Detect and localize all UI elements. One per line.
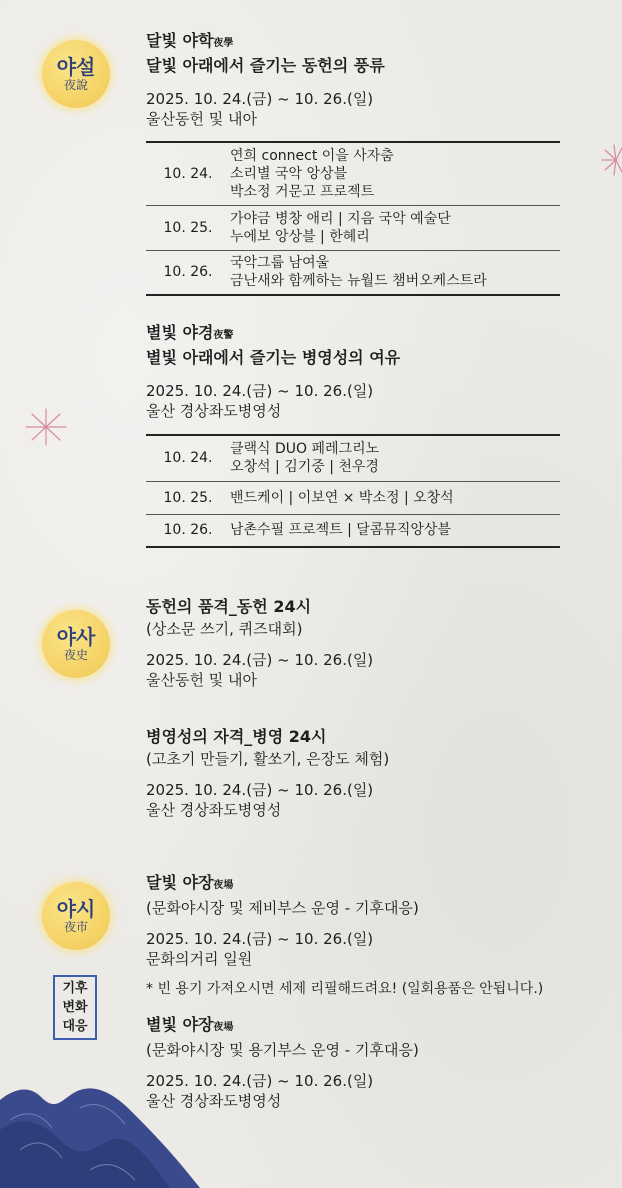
program-place: 울산 경상좌도병영성 xyxy=(146,402,282,420)
schedule-performers: 남촌수필 프로젝트 | 달콤뮤직앙상블 xyxy=(230,522,451,539)
schedule-day: 10. 24. xyxy=(146,435,230,481)
badge-korean: 야사 xyxy=(56,625,96,649)
schedule-performers: 밴드케이 | 이보연 × 박소정 | 오창석 xyxy=(230,481,560,514)
badge-korean: 야설 xyxy=(56,55,96,79)
badge-yasa xyxy=(42,610,110,678)
schedule-day: 10. 25. xyxy=(146,205,230,250)
program-title-hanja: 夜場 xyxy=(213,1022,234,1033)
program-title: 달빛 야학夜學 xyxy=(146,31,234,50)
program-date: 2025. 10. 24.(금) ~ 10. 26.(일) xyxy=(146,382,374,400)
table-row xyxy=(146,142,560,205)
program-byeolbit-yagyeong xyxy=(146,322,566,421)
badge-hanja: 夜史 xyxy=(63,648,88,662)
schedule-day: 10. 26. xyxy=(163,264,213,281)
program-date: 2025. 10. 24.(금) ~ 10. 26.(일) xyxy=(146,1072,374,1090)
schedule-table-yahak xyxy=(146,141,560,296)
program-byeolbit-yajang xyxy=(146,1014,566,1111)
badge-yaseol xyxy=(42,40,110,108)
program-title: 달빛 야장夜場 xyxy=(146,873,234,892)
schedule-day: 10. 24. xyxy=(146,142,230,205)
climate-response-tag: 기후 변화 대응 xyxy=(53,975,97,1040)
program-place: 울산 경상좌도병영성 xyxy=(146,1092,282,1110)
program-date: 2025. 10. 24.(금) ~ 10. 26.(일) xyxy=(146,781,374,799)
table-row xyxy=(146,481,560,514)
schedule-day: 10. 25. xyxy=(146,481,230,514)
program-dalbit-yajang xyxy=(146,872,566,999)
program-place: 문화의거리 일원 xyxy=(146,950,253,968)
program-subtitle: (고초기 만들기, 활쏘기, 은장도 체험) xyxy=(146,750,390,768)
program-subtitle: 별빛 아래에서 즐기는 병영성의 여유 xyxy=(146,348,401,367)
schedule-table-yagyeong xyxy=(146,434,560,548)
program-date: 2025. 10. 24.(금) ~ 10. 26.(일) xyxy=(146,90,374,108)
schedule-performers: 가야금 병창 애리 | 지음 국악 예술단 누에보 앙상블 | 한혜리 xyxy=(230,205,560,250)
program-subtitle: (상소문 쓰기, 퀴즈대회) xyxy=(146,620,303,638)
program-title-hanja: 夜場 xyxy=(213,880,234,891)
badge-hanja: 夜市 xyxy=(63,920,88,934)
program-title: 별빛 야장夜場 xyxy=(146,1015,234,1034)
badge-korean: 야시 xyxy=(56,897,96,921)
program-dalbit-yahak xyxy=(146,30,566,129)
program-place: 울산동헌 및 내아 xyxy=(146,671,257,689)
schedule-performers: 연희 connect 이을 사자춤 소리별 국악 앙상블 박소정 거문고 프로젝트 xyxy=(230,142,560,205)
program-place: 울산 경상좌도병영성 xyxy=(146,801,282,819)
firework-right-decoration xyxy=(596,140,622,180)
table-row xyxy=(146,514,560,547)
schedule-day: 10. 26. xyxy=(163,522,213,539)
program-title-hanja: 夜警 xyxy=(213,330,234,341)
program-title-hanja: 夜學 xyxy=(213,38,234,49)
program-byeongyeong-24 xyxy=(146,726,566,820)
firework-left-decoration xyxy=(22,405,70,449)
table-row xyxy=(146,205,560,250)
badge-hanja: 夜說 xyxy=(63,78,88,92)
schedule-performers: 클랙식 DUO 페레그리노 오창석 | 김기중 | 천우경 xyxy=(230,435,560,481)
program-note: * 빈 용기 가져오시면 세제 리필해드려요! (일회용품은 안됩니다.) xyxy=(146,981,544,997)
table-row xyxy=(146,435,560,481)
badge-yasi xyxy=(42,882,110,950)
program-date: 2025. 10. 24.(금) ~ 10. 26.(일) xyxy=(146,930,374,948)
program-dongheon-24 xyxy=(146,596,566,690)
program-date: 2025. 10. 24.(금) ~ 10. 26.(일) xyxy=(146,651,374,669)
program-title: 병영성의 자격_병영 24시 xyxy=(146,727,327,746)
schedule-performers: 국악그룹 남여울 금난새와 함께하는 뉴월드 챔버오케스트라 xyxy=(230,255,487,290)
program-place: 울산동헌 및 내아 xyxy=(146,110,257,128)
program-title: 동헌의 품격_동헌 24시 xyxy=(146,597,312,616)
program-subtitle: 달빛 아래에서 즐기는 동헌의 풍류 xyxy=(146,56,385,75)
program-subtitle: (문화야시장 및 용기부스 운영 - 기후대응) xyxy=(146,1041,419,1059)
program-title: 별빛 야경夜警 xyxy=(146,323,234,342)
table-row xyxy=(146,250,560,295)
program-subtitle: (문화야시장 및 제비부스 운영 - 기후대응) xyxy=(146,899,419,917)
